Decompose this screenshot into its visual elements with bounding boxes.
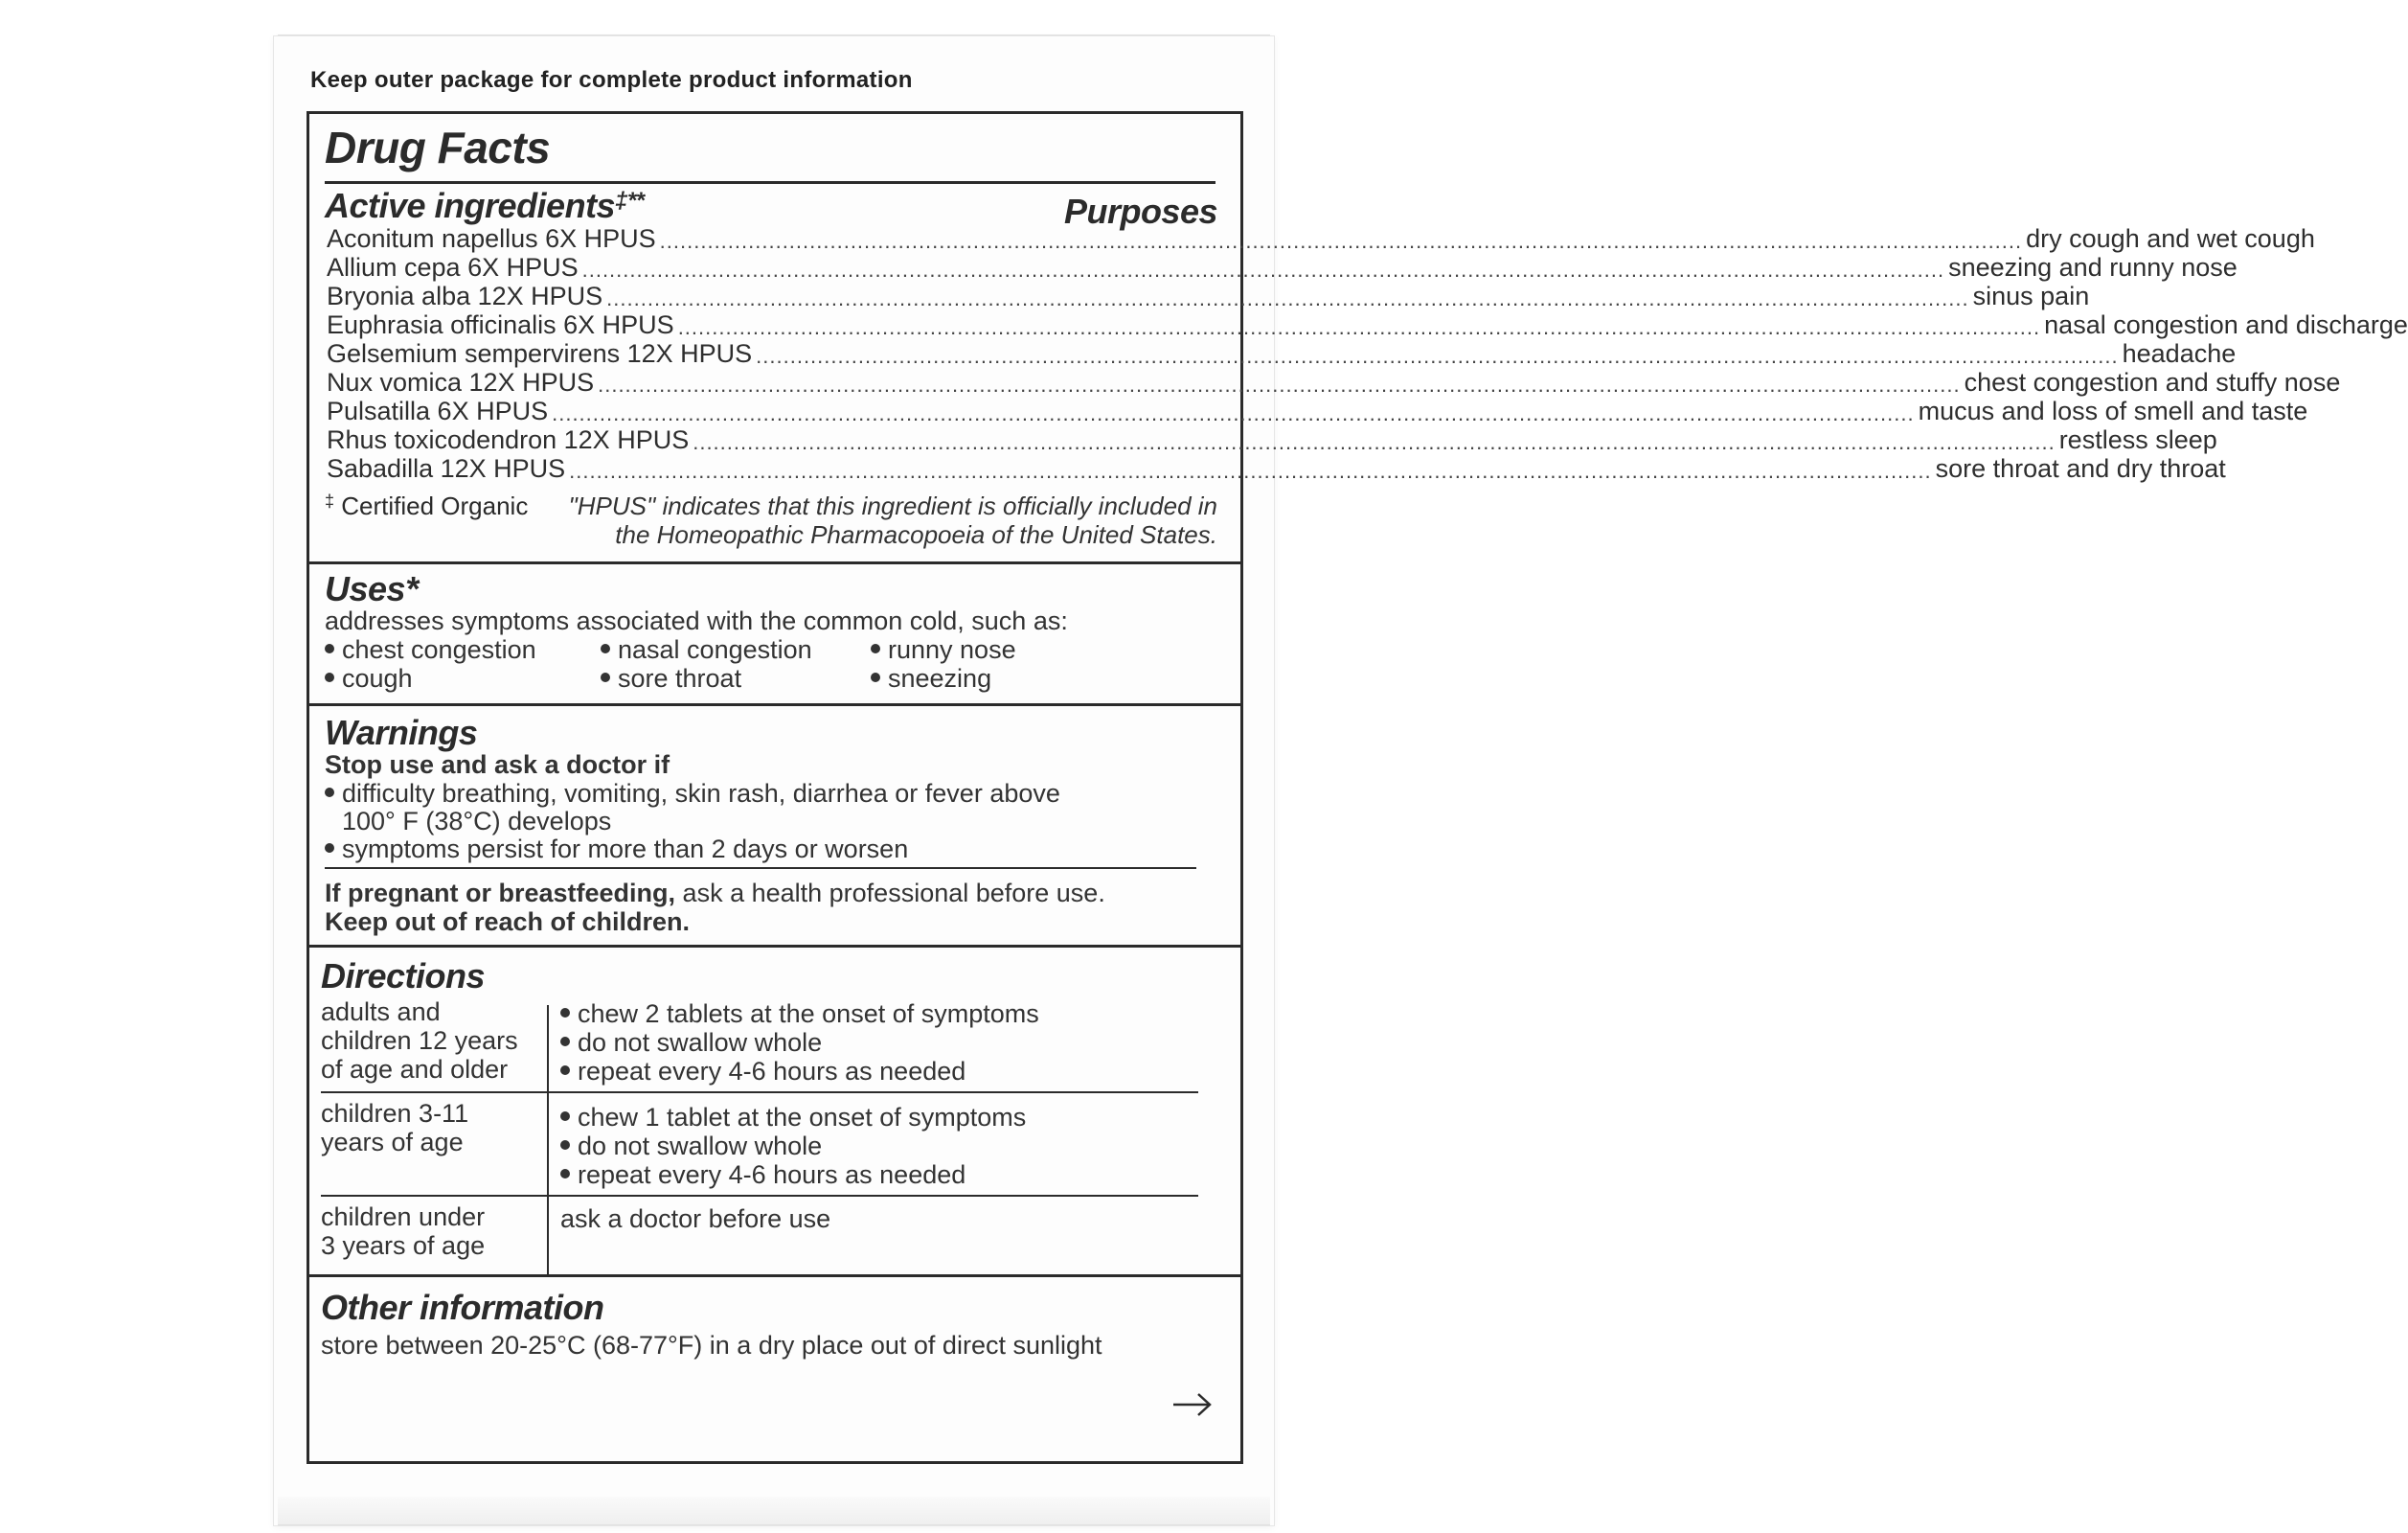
use-item: cough bbox=[325, 664, 413, 693]
leader-dots: ........................................................................................................................................................................................................ bbox=[552, 401, 1915, 425]
stop-use-heading: Stop use and ask a doctor if bbox=[325, 750, 670, 779]
warning-item: symptoms persist for more than 2 days or worsen bbox=[325, 835, 908, 863]
ingredient-purpose: sneezing and runny nose bbox=[1948, 253, 2238, 282]
package-bottom-edge bbox=[278, 1497, 1270, 1525]
drug-facts-panel bbox=[307, 111, 2408, 1464]
warnings-title: Warnings bbox=[325, 713, 478, 752]
ingredient-name: Gelsemium sempervirens 12X HPUS bbox=[327, 339, 753, 368]
warnings-rule bbox=[325, 867, 1196, 869]
use-item: chest congestion bbox=[325, 635, 536, 664]
ingredient-purpose: headache bbox=[2122, 339, 2237, 368]
ingredient-name: Sabadilla 12X HPUS bbox=[327, 454, 566, 483]
directions-section bbox=[309, 948, 1240, 1277]
active-ingredients-label: Active ingredients bbox=[325, 186, 616, 225]
ingredient-row bbox=[327, 253, 2238, 283]
hpus-line-1: "HPUS" indicates that this ingredient is officially included in bbox=[568, 492, 1217, 520]
ingredient-row bbox=[327, 454, 2226, 484]
ingredient-purpose: chest congestion and stuffy nose bbox=[1964, 368, 2341, 397]
directions-row-rule bbox=[321, 1091, 1198, 1093]
use-item: nasal congestion bbox=[601, 635, 812, 664]
ingredient-row bbox=[327, 397, 2308, 426]
organic-note bbox=[325, 492, 528, 521]
ingredient-name: Nux vomica 12X HPUS bbox=[327, 368, 595, 397]
ingredient-row bbox=[327, 368, 2341, 398]
ingredient-name: Rhus toxicodendron 12X HPUS bbox=[327, 425, 690, 454]
use-item: sneezing bbox=[871, 664, 991, 693]
ingredient-row bbox=[327, 282, 2090, 311]
directions-instructions: ask a doctor before use bbox=[560, 1204, 831, 1233]
header-note: Keep outer package for complete product information bbox=[310, 67, 913, 93]
leader-dots: ........................................................................................................................................................................................................ bbox=[598, 373, 1961, 397]
directions-row-rule bbox=[321, 1195, 1198, 1197]
use-item: sore throat bbox=[601, 664, 741, 693]
directions-instructions: chew 1 tablet at the onset of symptoms do not swallow whole repeat every 4-6 hours as needed bbox=[560, 1103, 1026, 1189]
leader-dots: ........................................................................................................................................................................................................ bbox=[693, 430, 2056, 454]
ingredient-name: Pulsatilla 6X HPUS bbox=[327, 397, 549, 425]
warning-item: difficulty breathing, vomiting, skin rash, diarrhea or fever above bbox=[325, 779, 1060, 808]
leader-dots: ........................................................................................................................................................................................................ bbox=[581, 258, 1945, 282]
ingredient-name: Bryonia alba 12X HPUS bbox=[327, 282, 603, 310]
hpus-note bbox=[569, 492, 1217, 549]
keep-out-warning: Keep out of reach of children. bbox=[325, 907, 691, 936]
ingredient-purpose: dry cough and wet cough bbox=[2026, 224, 2315, 253]
active-ingredients-marks: ‡** bbox=[615, 188, 645, 214]
drug-facts-section bbox=[309, 114, 2408, 564]
directions-title: Directions bbox=[321, 956, 486, 995]
directions-age-group: children under 3 years of age bbox=[321, 1202, 486, 1260]
title-rule bbox=[325, 181, 1215, 184]
uses-intro: addresses symptoms associated with the common cold, such as: bbox=[325, 606, 1068, 635]
ingredient-row bbox=[327, 310, 2408, 340]
ingredient-name: Allium cepa 6X HPUS bbox=[327, 253, 579, 282]
directions-age-group: adults and children 12 years of age and older bbox=[321, 997, 518, 1084]
leader-dots: ........................................................................................................................................................................................................ bbox=[756, 344, 2119, 368]
ingredient-purpose: restless sleep bbox=[2058, 425, 2217, 454]
ingredient-row bbox=[327, 425, 2217, 455]
ingredient-purpose: mucus and loss of smell and taste bbox=[1918, 397, 2308, 425]
drug-facts-title: Drug Facts bbox=[325, 123, 551, 172]
ingredient-name: Aconitum napellus 6X HPUS bbox=[327, 224, 656, 253]
leader-dots: ........................................................................................................................................................................................................ bbox=[659, 229, 2023, 253]
ingredient-row bbox=[327, 339, 2237, 369]
directions-age-group: children 3-11 years of age bbox=[321, 1099, 469, 1156]
ingredient-purpose: sinus pain bbox=[1972, 282, 2090, 310]
ingredient-purpose: nasal congestion and discharge bbox=[2044, 310, 2408, 339]
other-information-section bbox=[309, 1277, 1240, 1461]
warning-item-continued: 100° F (38°C) develops bbox=[342, 807, 612, 835]
directions-column-rule bbox=[547, 1005, 549, 1275]
hpus-line-2: the Homeopathic Pharmacopoeia of the United States. bbox=[615, 520, 1217, 549]
purposes-heading: Purposes bbox=[1063, 192, 1217, 231]
leader-dots: ........................................................................................................................................................................................................ bbox=[677, 315, 2041, 339]
uses-title: Uses* bbox=[325, 569, 419, 608]
active-ingredients-heading bbox=[325, 186, 645, 225]
arrow-right-icon bbox=[1171, 1392, 1214, 1417]
organic-text: Certified Organic bbox=[341, 492, 529, 520]
leader-dots: ........................................................................................................................................................................................................ bbox=[606, 286, 1969, 310]
uses-section bbox=[309, 564, 1240, 706]
ingredient-purpose: sore throat and dry throat bbox=[1935, 454, 2226, 483]
organic-mark: ‡ bbox=[325, 492, 335, 511]
ingredient-row bbox=[327, 224, 2315, 254]
pregnant-warning: If pregnant or breastfeeding, ask a health professional before use. bbox=[325, 879, 1105, 907]
storage-text: store between 20-25°C (68-77°F) in a dry place out of direct sunlight bbox=[321, 1331, 1102, 1360]
ingredient-name: Euphrasia officinalis 6X HPUS bbox=[327, 310, 674, 339]
warnings-section bbox=[309, 706, 1240, 948]
directions-instructions: chew 2 tablets at the onset of symptoms do not swallow whole repeat every 4-6 hours as needed bbox=[560, 999, 1039, 1086]
other-information-title: Other information bbox=[321, 1288, 604, 1327]
leader-dots: ........................................................................................................................................................................................................ bbox=[569, 459, 1932, 483]
use-item: runny nose bbox=[871, 635, 1016, 664]
